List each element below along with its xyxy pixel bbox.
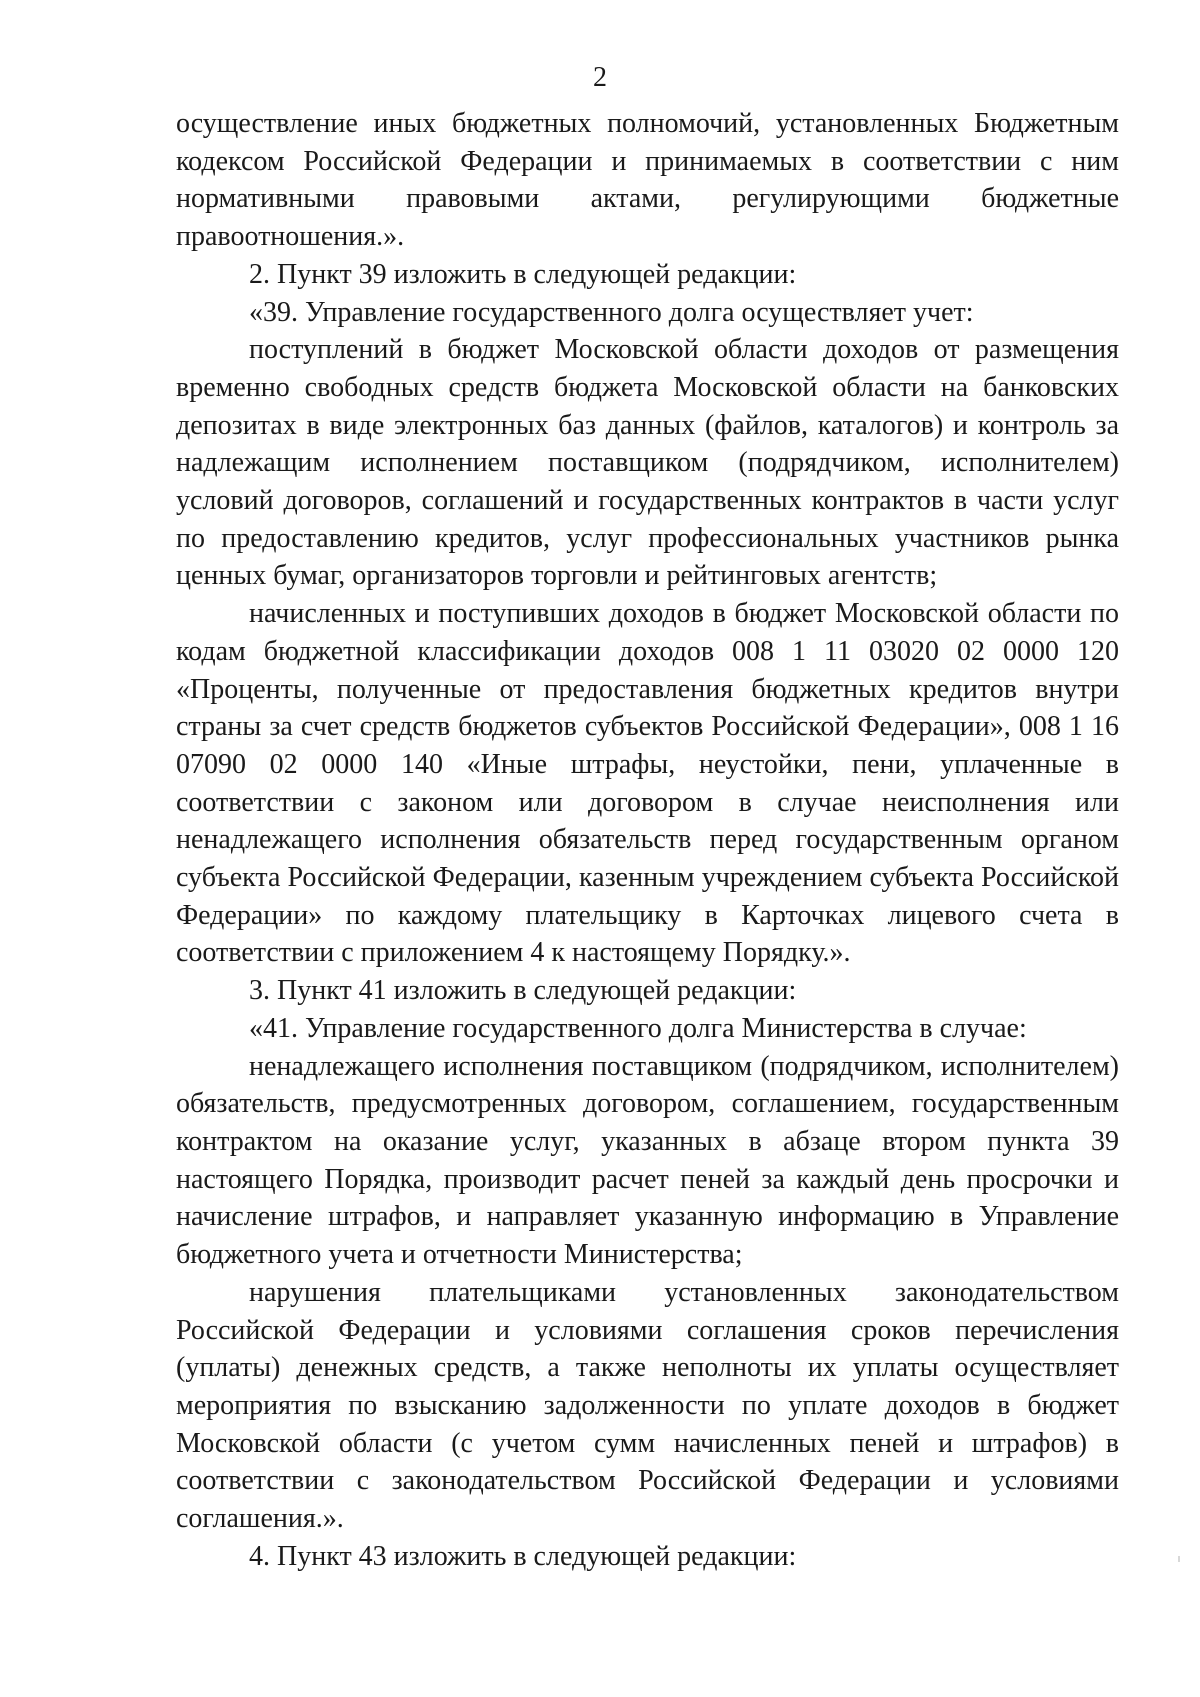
paragraph-continuation: осуществление иных бюджетных полномочий, установленных Бюджетным кодексом Российской Федерации и принимаемых в соответствии с ним нормативными правовыми актами, регулирующими бюджетные правоотношения.».	[176, 108, 1119, 253]
document-body	[176, 105, 1119, 1575]
scan-artifact-mark	[1178, 1556, 1180, 1562]
paragraph-clause-41-improper-performance: ненадлежащего исполнения поставщиком (подрядчиком, исполнителем) обязательств, предусмотренных договором, соглашением, государственным контрактом на оказание услуг, указанных в абзаце втором пункта 39 настоящего Порядка, производит расчет пеней за каждый день просрочки и начисление штрафов, и направляет указанную информацию в Управление бюджетного учета и отчетности Министерства;	[176, 1050, 1119, 1271]
paragraph-clause-41-payer-violations: нарушения плательщиками установленных законодательством Российской Федерации и условиями соглашения сроков перечисления (уплаты) денежных средств, а также неполноты их уплаты осуществляет мероприятия по взысканию задолженности по уплате доходов в бюджет Московской области (с учетом сумм начисленных пеней и штрафов) в соответствии с законодательством Российской Федерации и условиями соглашения.».	[176, 1276, 1119, 1535]
paragraph-item-2-heading: 2. Пункт 39 изложить в следующей редакции:	[249, 258, 797, 290]
paragraph-item-3-heading: 3. Пункт 41 изложить в следующей редакции:	[249, 975, 797, 1007]
paragraph-clause-39-intro: «39. Управление государственного долга осуществляет учет:	[249, 296, 974, 328]
paragraph-clause-41-intro: «41. Управление государственного долга Министерства в случае:	[249, 1012, 1027, 1044]
page-number: 2	[593, 62, 607, 93]
paragraph-item-4-heading: 4. Пункт 43 изложить в следующей редакции:	[249, 1540, 797, 1572]
paragraph-clause-39-income-codes: начисленных и поступивших доходов в бюджет Московской области по кодам бюджетной классификации доходов 008 1 11 03020 02 0000 120 «Проценты, полученные от предоставления бюджетных кредитов внутри страны за счет средств бюджетов субъектов Российской Федерации», 008 1 16 07090 02 0000 140 «Иные штрафы, неустойки, пени, уплаченные в соответствии с законом или договором в случае неисполнения или ненадлежащего исполнения обязательств перед государственным органом субъекта Российской Федерации, казенным учреждением субъекта Российской Федерации» по каждому плательщику в Карточках лицевого счета в соответствии с приложением 4 к настоящему Порядку.».	[176, 598, 1119, 969]
paragraph-clause-39-deposits: поступлений в бюджет Московской области доходов от размещения временно свободных средств бюджета Московской области на банковских депозитах в виде электронных баз данных (файлов, каталогов) и контроль за надлежащим исполнением поставщиком (подрядчиком, исполнителем) условий договоров, соглашений и государственных контрактов в части услуг по предоставлению кредитов, услуг профессиональных участников рынка ценных бумаг, организаторов торговли и рейтинговых агентств;	[176, 334, 1119, 592]
